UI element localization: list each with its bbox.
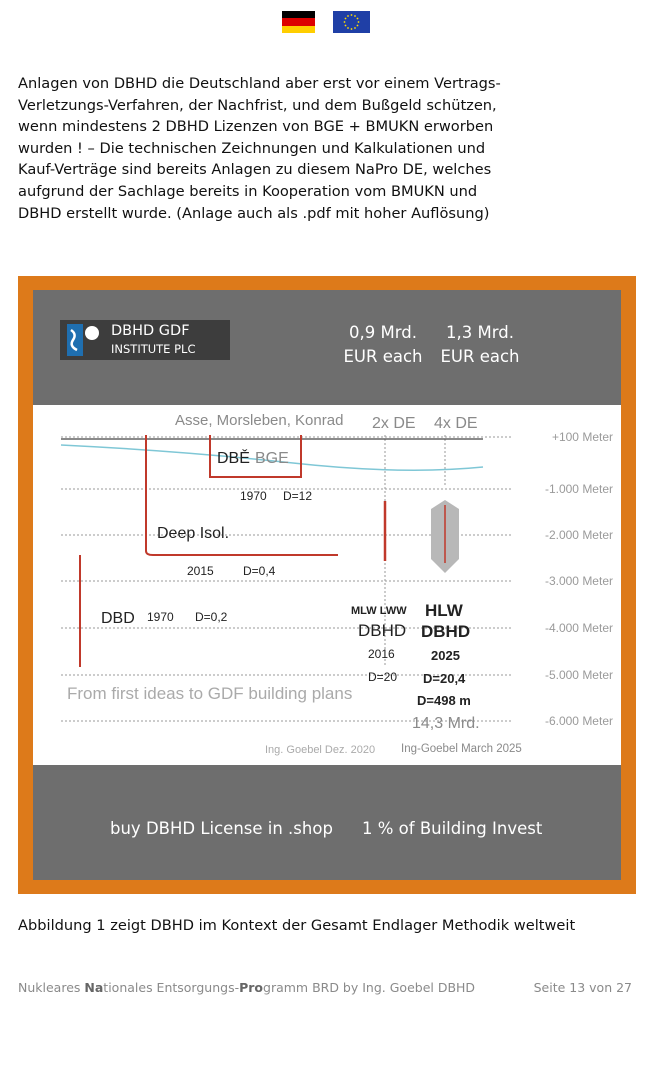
building-invest-text: 1 % of Building Invest [362, 819, 543, 838]
year-1970-label: 1970 [240, 489, 267, 503]
d204-label: D=20,4 [423, 671, 466, 686]
dbd-label: DBD [101, 610, 135, 627]
german-flag-icon [282, 11, 315, 33]
dbd-year-label: 1970 [147, 610, 174, 624]
depth-label-plus100: +100 Meter [551, 430, 613, 444]
mlw-lww-label: MLW LWW [351, 605, 407, 617]
depth-label-6000: -6.000 Meter [544, 714, 613, 728]
credit-right: Ing-Goebel March 2025 [401, 743, 522, 755]
year-2015-label: 2015 [187, 564, 214, 578]
slogan-label: From first ideas to GDF building plans [67, 684, 353, 703]
dbe-label: DBĚ [217, 450, 250, 467]
license-shop-text: buy DBHD License in .shop [110, 819, 333, 838]
d20-label: D=20 [368, 670, 398, 684]
hlw-label: HLW [425, 601, 463, 620]
figure-caption: Abbildung 1 zeigt DBHD im Kontext der Gesamt Endlager Methodik weltweit [18, 917, 576, 934]
depth-label-4000: -4.000 Meter [544, 621, 613, 635]
figure-panel [33, 290, 621, 880]
bge-label: BGE [255, 450, 289, 467]
dbhd-figure [18, 276, 636, 894]
deep-isol-label: Deep Isol. [157, 525, 230, 542]
total-cost-label: 14,3 Mrd. [412, 715, 480, 732]
footer-title: Nukleares Nationales Entsorgungs-Programm BRD by Ing. Goebel DBHD [18, 980, 476, 995]
logo-subtitle: INSTITUTE PLC [111, 342, 196, 356]
page-number: Seite 13 von 27 [533, 980, 632, 995]
depth-label-3000: -3.000 Meter [544, 574, 613, 588]
credit-left: Ing. Goebel Dez. 2020 [265, 744, 376, 756]
dbhd-logo-icon [65, 322, 101, 358]
d04-label: D=0,4 [243, 564, 276, 578]
depth-diagram [33, 405, 621, 765]
sites-label: Asse, Morsleben, Konrad [175, 412, 344, 429]
col-2x-label: 2x DE [372, 415, 416, 432]
year-2016-label: 2016 [368, 647, 395, 661]
year-2025-label: 2025 [431, 648, 460, 663]
d12-label: D=12 [283, 489, 313, 503]
dbhd-right-label: DBHD [421, 622, 471, 641]
d498-label: D=498 m [417, 693, 471, 708]
dbhd-left-label: DBHD [358, 621, 407, 640]
depth-label-2000: -2.000 Meter [544, 528, 613, 542]
depth-label-1000: -1.000 Meter [544, 482, 613, 496]
col-4x-label: 4x DE [434, 415, 478, 432]
dbd-d-label: D=0,2 [195, 610, 228, 624]
intro-paragraph: Anlagen von DBHD die Deutschland aber erst vor einem Vertrags-Verletzungs-Verfahren, der Nachfrist, und dem Bußgeld schützen, wenn mindestens 2 DBHD Lizenzen von BGE + BMUKN erworben wurden ! – Die technischen Zeichnungen und Kalkulationen und Kauf-Verträge sind bereits Anlagen zu diesem NaPro DE, welches aufgrund der Sachlage bereits in Kooperation vom BMUKN und DBHD erstellt wurde. (Anlage auch als .pdf mit hoher Auflösung) [18, 75, 501, 222]
eu-flag-icon [333, 11, 370, 33]
depth-label-5000: -5.000 Meter [544, 668, 613, 682]
price-1-3: 1,3 Mrd. EUR each [440, 323, 520, 366]
price-0-9: 0,9 Mrd. EUR each [343, 323, 423, 366]
dbhd-logo [60, 320, 230, 360]
logo-title: DBHD GDF [111, 323, 190, 339]
